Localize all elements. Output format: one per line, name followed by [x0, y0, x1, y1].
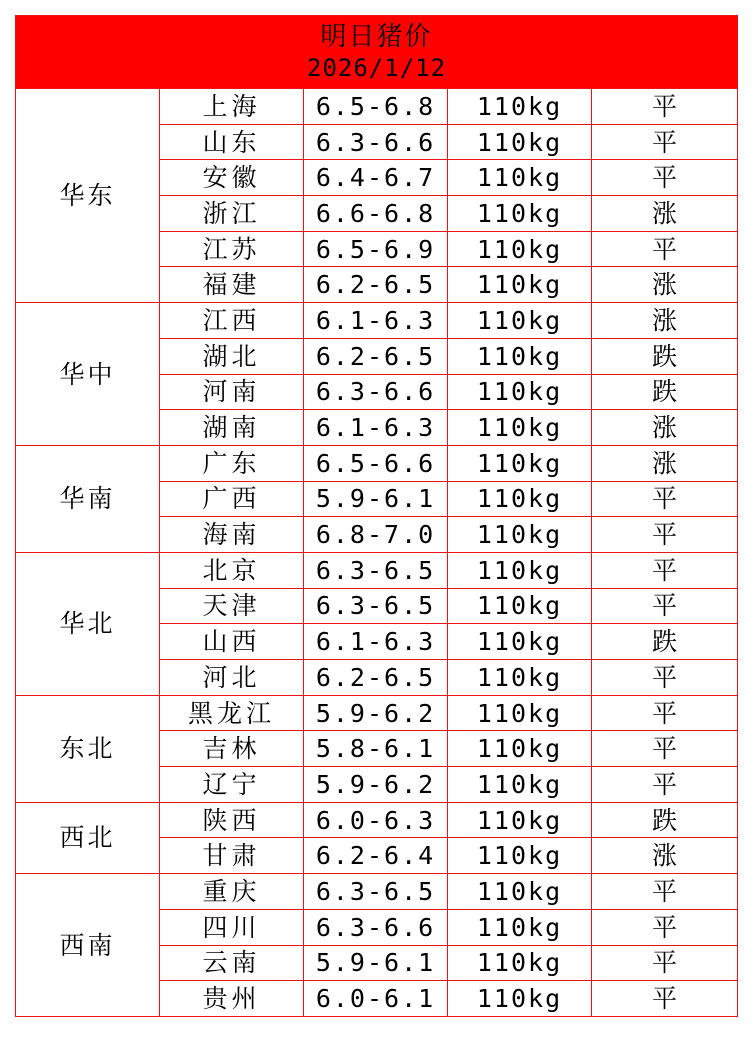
trend-cell: 平: [592, 660, 738, 696]
region-cell: 西南: [16, 874, 160, 1017]
region-cell: 华东: [16, 89, 160, 303]
trend-cell: 平: [592, 874, 738, 910]
trend-cell: 跌: [592, 802, 738, 838]
province-cell: 重庆: [160, 874, 304, 910]
weight-cell: 110kg: [448, 767, 592, 803]
weight-cell: 110kg: [448, 267, 592, 303]
trend-cell: 平: [592, 731, 738, 767]
weight-cell: 110kg: [448, 909, 592, 945]
price-cell: 6.1-6.3: [304, 303, 448, 339]
trend-cell: 涨: [592, 838, 738, 874]
price-date: 2026/1/12: [307, 54, 447, 83]
weight-cell: 110kg: [448, 731, 592, 767]
weight-cell: 110kg: [448, 160, 592, 196]
province-cell: 陕西: [160, 802, 304, 838]
trend-cell: 平: [592, 552, 738, 588]
pig-price-table: [15, 15, 738, 1017]
price-cell: 5.9-6.1: [304, 481, 448, 517]
province-cell: 上海: [160, 89, 304, 125]
price-cell: 5.9-6.2: [304, 695, 448, 731]
trend-cell: 涨: [592, 196, 738, 232]
trend-cell: 跌: [592, 338, 738, 374]
price-cell: 6.3-6.5: [304, 588, 448, 624]
weight-cell: 110kg: [448, 552, 592, 588]
price-cell: 6.8-7.0: [304, 517, 448, 553]
price-cell: 6.2-6.4: [304, 838, 448, 874]
pig-price-table-body: [16, 16, 738, 1017]
region-cell: 西北: [16, 802, 160, 873]
price-cell: 6.3-6.5: [304, 874, 448, 910]
province-cell: 山东: [160, 124, 304, 160]
province-cell: 天津: [160, 588, 304, 624]
price-cell: 6.4-6.7: [304, 160, 448, 196]
table-row: [16, 552, 738, 588]
price-cell: 6.5-6.9: [304, 231, 448, 267]
weight-cell: 110kg: [448, 231, 592, 267]
title-cell: [16, 16, 738, 89]
province-cell: 吉林: [160, 731, 304, 767]
province-cell: 河北: [160, 660, 304, 696]
province-cell: 广东: [160, 445, 304, 481]
weight-cell: 110kg: [448, 945, 592, 981]
weight-cell: 110kg: [448, 196, 592, 232]
table-row: [16, 445, 738, 481]
price-cell: 5.9-6.2: [304, 767, 448, 803]
trend-cell: 跌: [592, 374, 738, 410]
weight-cell: 110kg: [448, 660, 592, 696]
trend-cell: 平: [592, 160, 738, 196]
trend-cell: 平: [592, 124, 738, 160]
province-cell: 云南: [160, 945, 304, 981]
trend-cell: 平: [592, 945, 738, 981]
price-cell: 6.1-6.3: [304, 410, 448, 446]
trend-cell: 跌: [592, 624, 738, 660]
province-cell: 福建: [160, 267, 304, 303]
price-cell: 6.2-6.5: [304, 267, 448, 303]
province-cell: 北京: [160, 552, 304, 588]
province-cell: 浙江: [160, 196, 304, 232]
price-cell: 6.3-6.6: [304, 909, 448, 945]
title-row: [16, 16, 738, 89]
table-row: [16, 303, 738, 339]
weight-cell: 110kg: [448, 802, 592, 838]
province-cell: 山西: [160, 624, 304, 660]
weight-cell: 110kg: [448, 874, 592, 910]
table-row: [16, 874, 738, 910]
price-cell: 6.2-6.5: [304, 338, 448, 374]
table-row: [16, 802, 738, 838]
weight-cell: 110kg: [448, 588, 592, 624]
weight-cell: 110kg: [448, 338, 592, 374]
trend-cell: 平: [592, 981, 738, 1017]
trend-cell: 平: [592, 89, 738, 125]
weight-cell: 110kg: [448, 89, 592, 125]
province-cell: 广西: [160, 481, 304, 517]
price-cell: 6.3-6.6: [304, 124, 448, 160]
trend-cell: 涨: [592, 267, 738, 303]
weight-cell: 110kg: [448, 374, 592, 410]
province-cell: 海南: [160, 517, 304, 553]
weight-cell: 110kg: [448, 517, 592, 553]
province-cell: 河南: [160, 374, 304, 410]
region-cell: 华南: [16, 445, 160, 552]
weight-cell: 110kg: [448, 624, 592, 660]
trend-cell: 平: [592, 767, 738, 803]
weight-cell: 110kg: [448, 303, 592, 339]
region-cell: 东北: [16, 695, 160, 802]
province-cell: 甘肃: [160, 838, 304, 874]
region-cell: 华北: [16, 552, 160, 695]
province-cell: 黑龙江: [160, 695, 304, 731]
weight-cell: 110kg: [448, 124, 592, 160]
province-cell: 辽宁: [160, 767, 304, 803]
weight-cell: 110kg: [448, 981, 592, 1017]
province-cell: 贵州: [160, 981, 304, 1017]
price-cell: 6.3-6.6: [304, 374, 448, 410]
price-cell: 6.5-6.6: [304, 445, 448, 481]
weight-cell: 110kg: [448, 445, 592, 481]
price-cell: 6.0-6.1: [304, 981, 448, 1017]
table-row: [16, 89, 738, 125]
weight-cell: 110kg: [448, 481, 592, 517]
trend-cell: 涨: [592, 303, 738, 339]
table-row: [16, 695, 738, 731]
trend-cell: 平: [592, 909, 738, 945]
price-cell: 6.0-6.3: [304, 802, 448, 838]
province-cell: 江苏: [160, 231, 304, 267]
weight-cell: 110kg: [448, 410, 592, 446]
weight-cell: 110kg: [448, 695, 592, 731]
price-cell: 6.3-6.5: [304, 552, 448, 588]
weight-cell: 110kg: [448, 838, 592, 874]
price-cell: 5.8-6.1: [304, 731, 448, 767]
page-title: 明日猪价: [320, 21, 433, 52]
trend-cell: 平: [592, 231, 738, 267]
province-cell: 湖南: [160, 410, 304, 446]
province-cell: 安徽: [160, 160, 304, 196]
price-cell: 5.9-6.1: [304, 945, 448, 981]
trend-cell: 涨: [592, 445, 738, 481]
price-cell: 6.2-6.5: [304, 660, 448, 696]
region-cell: 华中: [16, 303, 160, 446]
province-cell: 四川: [160, 909, 304, 945]
province-cell: 湖北: [160, 338, 304, 374]
trend-cell: 平: [592, 588, 738, 624]
trend-cell: 平: [592, 695, 738, 731]
trend-cell: 涨: [592, 410, 738, 446]
trend-cell: 平: [592, 517, 738, 553]
province-cell: 江西: [160, 303, 304, 339]
trend-cell: 平: [592, 481, 738, 517]
price-cell: 6.5-6.8: [304, 89, 448, 125]
price-cell: 6.1-6.3: [304, 624, 448, 660]
price-cell: 6.6-6.8: [304, 196, 448, 232]
